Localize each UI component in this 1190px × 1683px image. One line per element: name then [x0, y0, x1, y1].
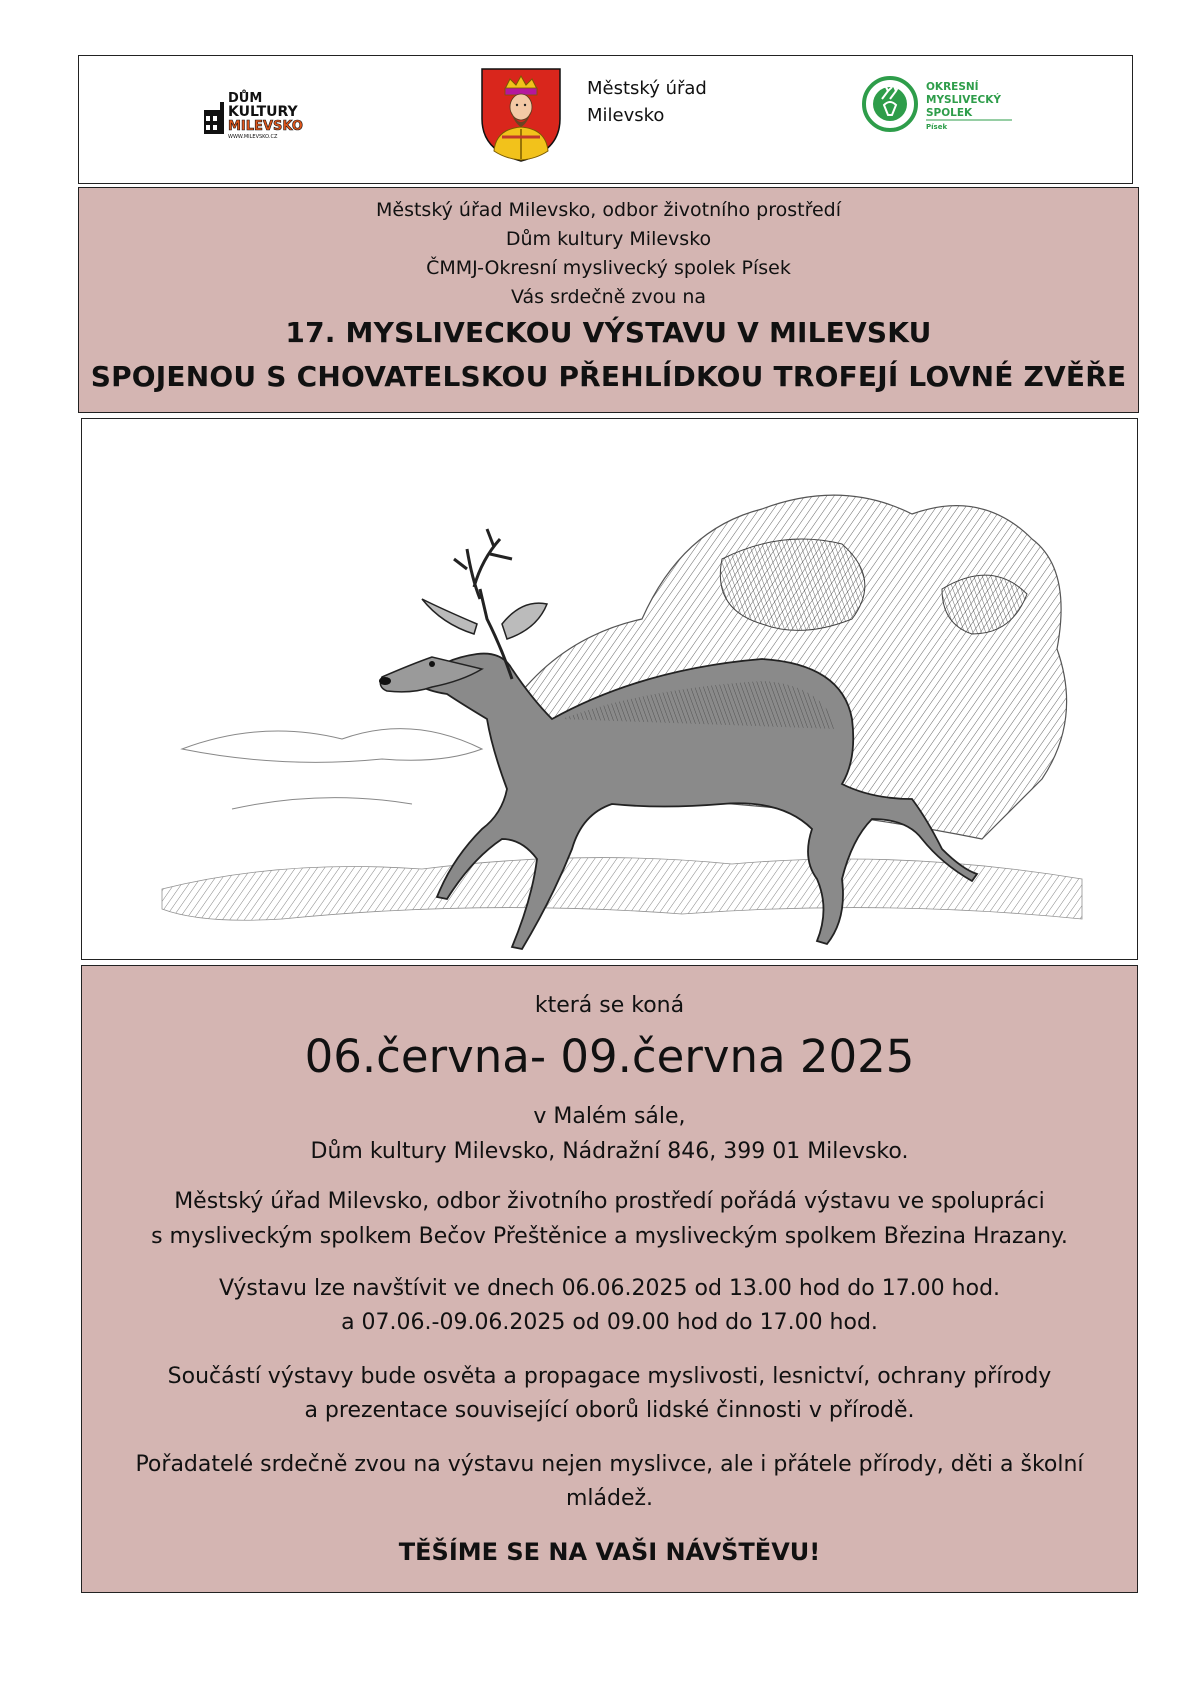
intro-line-organizer: Městský úřad Milevsko, odbor životního prostředí: [375, 199, 842, 221]
opening-hours-line2: a 07.06.-09.06.2025 od 09.00 hod do 17.00 hod.: [341, 1310, 878, 1335]
intro-line-hunting-association: ČMMJ-Okresní myslivecký spolek Písek: [426, 257, 791, 279]
program-line2: a prezentace související oborů lidské činnosti v přírodě.: [304, 1398, 915, 1423]
cooperation-line1: Městský úřad Milevsko, odbor životního prostředí pořádá výstavu ve spolupráci: [174, 1189, 1045, 1214]
logo-strip: [78, 55, 1133, 184]
logo-dk-line2: KULTURY: [228, 104, 298, 120]
city-office-label: [587, 75, 707, 129]
intro-panel: [78, 187, 1139, 413]
logo-dk-url: WWW.MILEVSKO.CZ: [228, 134, 278, 140]
logo-dk-line3: MILEVSKO: [228, 119, 303, 134]
coat-of-arms-icon: [480, 67, 562, 163]
event-title: 17. MYSLIVECKOU VÝSTAVU V MILEVSKU: [285, 316, 932, 349]
deer-antlers: [454, 529, 512, 599]
details-panel: [81, 965, 1138, 1593]
hunting-logo-line4: Písek: [926, 123, 948, 131]
invitation-line2: mládež.: [565, 1486, 654, 1511]
intro-line-culture-house: Dům kultury Milevsko: [505, 228, 712, 250]
program-line1: Součástí výstavy bude osvěta a propagace myslivosti, lesnictví, ochrany přírody: [167, 1364, 1052, 1389]
grass-foreground: [162, 858, 1082, 921]
intro-line-invite: Vás srdečně zvou na: [510, 286, 707, 308]
event-date: 06.června- 09.června 2025: [304, 1030, 915, 1083]
hunting-logo-line2: MYSLIVECKÝ: [926, 94, 1001, 106]
logo-dk-line1: DŮM: [228, 91, 263, 106]
closing-message: TĚŠÍME SE NA VAŠI NÁVŠTĚVU!: [398, 1538, 821, 1566]
hunting-logo-line3: SPOLEK: [926, 107, 973, 119]
hunting-logo-line1: OKRESNÍ: [926, 81, 979, 93]
invitation-line1: Pořadatelé srdečně zvou na výstavu nejen myslivce, ale i přátele přírody, děti a školní: [135, 1452, 1084, 1477]
event-subtitle: SPOJENOU S CHOVATELSKOU PŘEHLÍDKOU TROFEJÍ LOVNÉ ZVĚŘE: [90, 360, 1127, 393]
illustration-frame: [81, 418, 1138, 960]
hunting-association-logo: [862, 69, 1017, 139]
event-which-label: která se koná: [534, 993, 685, 1018]
venue-line1: v Malém sále,: [533, 1104, 686, 1129]
opening-hours-line1: Výstavu lze navštívit ve dnech 06.06.2025 od 13.00 hod do 17.00 hod.: [218, 1276, 1001, 1301]
cooperation-line2: s mysliveckým spolkem Bečov Přeštěnice a mysliveckým spolkem Březina Hrazany.: [151, 1224, 1068, 1249]
dum-kultury-logo: [200, 88, 315, 142]
venue-line2: Dům kultury Milevsko, Nádražní 846, 399 01 Milevsko.: [310, 1139, 909, 1164]
city-office-line2: Milevsko: [587, 105, 665, 126]
city-office-line1: Městský úřad: [587, 78, 707, 99]
roe-deer-illustration: [82, 419, 1136, 958]
